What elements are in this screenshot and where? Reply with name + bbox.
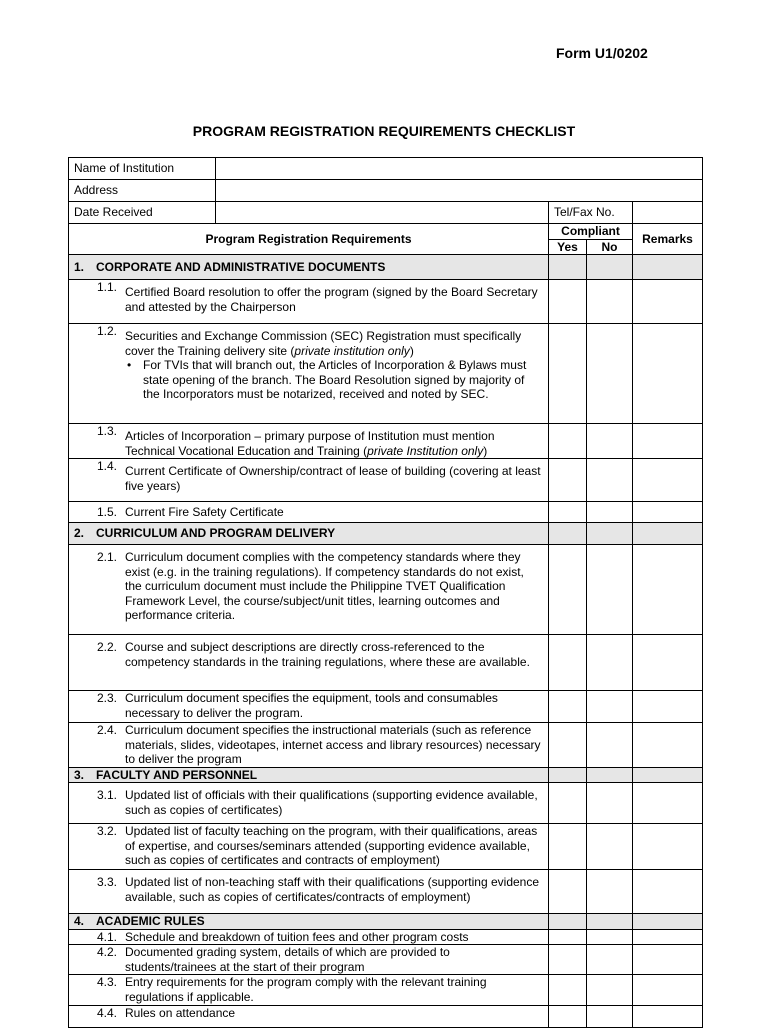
yes-cell[interactable] — [549, 783, 587, 824]
remarks-header: Remarks — [633, 224, 703, 255]
requirement-2-3 — [69, 691, 549, 723]
item-text: Course and subject descriptions are directly cross-referenced to the competency standards in the training regulations, where these are available. — [125, 640, 530, 669]
item-number: 2.2. — [97, 640, 118, 654]
form-number: Form U1/0202 — [556, 45, 648, 61]
checklist-table — [68, 157, 703, 1028]
requirement-4-1 — [69, 929, 549, 945]
requirement-4-3 — [69, 975, 549, 1006]
remarks-cell[interactable] — [633, 929, 703, 945]
section-number: 4. — [74, 914, 85, 928]
no-cell[interactable] — [587, 691, 633, 723]
remarks-cell[interactable] — [633, 723, 703, 768]
section-row — [69, 523, 703, 545]
remarks-cell[interactable] — [633, 691, 703, 723]
item-text: Updated list of officials with their qualifications (supporting evidence available, such as copies of certificates) — [125, 788, 538, 817]
remarks-cell[interactable] — [633, 255, 703, 280]
requirements-header: Program Registration Requirements — [69, 224, 549, 255]
remarks-cell[interactable] — [633, 975, 703, 1006]
item-text: Documented grading system, details of which are provided to students/trainees at the start of their program — [125, 945, 450, 974]
item-number: 1.2. — [97, 324, 118, 338]
item-text: Rules on attendance — [125, 1006, 236, 1020]
no-cell[interactable] — [587, 424, 633, 459]
requirement-3-3 — [69, 870, 549, 914]
item-text: Current Certificate of Ownership/contract of lease of building (covering at least five years) — [125, 464, 541, 493]
item-text: Articles of Incorporation – primary purpose of Institution must mention Technical Vocational Education and Training ( — [125, 429, 495, 458]
section-title-text: FACULTY AND PERSONNEL — [96, 767, 258, 782]
table-row — [69, 870, 703, 914]
yes-cell[interactable] — [549, 424, 587, 459]
section-title-text: ACADEMIC RULES — [96, 914, 205, 928]
table-row — [69, 635, 703, 691]
section-2-title — [69, 523, 549, 545]
no-cell[interactable] — [587, 824, 633, 870]
section-1-title — [69, 255, 549, 280]
requirement-3-1 — [69, 783, 549, 824]
no-cell[interactable] — [587, 767, 633, 783]
yes-cell[interactable] — [549, 523, 587, 545]
remarks-cell[interactable] — [633, 424, 703, 459]
tel-fax-label: Tel/Fax No. — [549, 202, 633, 224]
remarks-cell[interactable] — [633, 870, 703, 914]
item-number: 1.5. — [97, 505, 118, 519]
compliant-header: Compliant — [549, 224, 633, 240]
no-cell[interactable] — [587, 723, 633, 768]
item-text: Schedule and breakdown of tuition fees and other program costs — [125, 929, 469, 944]
name-label: Name of Institution — [69, 158, 216, 180]
remarks-cell[interactable] — [633, 324, 703, 424]
item-number: 2.4. — [97, 723, 118, 737]
requirement-2-4 — [69, 723, 549, 768]
table-row — [69, 545, 703, 635]
table-row — [69, 459, 703, 502]
item-text: Curriculum document specifies the equipment, tools and consumables necessary to deliver the program. — [125, 691, 498, 720]
table-row — [69, 824, 703, 870]
remarks-cell[interactable] — [633, 767, 703, 783]
no-cell[interactable] — [587, 929, 633, 945]
address-field[interactable] — [216, 180, 703, 202]
remarks-cell[interactable] — [633, 502, 703, 523]
item-text-italic: private Institution only — [367, 443, 484, 458]
remarks-cell[interactable] — [633, 945, 703, 975]
no-cell[interactable] — [587, 324, 633, 424]
yes-cell[interactable] — [549, 324, 587, 424]
bullet-icon: • — [127, 358, 132, 372]
yes-cell[interactable] — [549, 1006, 587, 1028]
address-label: Address — [69, 180, 216, 202]
item-text: Current Fire Safety Certificate — [125, 504, 284, 519]
item-text-end: ) — [409, 343, 414, 358]
no-cell[interactable] — [587, 914, 633, 930]
yes-cell[interactable] — [549, 635, 587, 691]
bullet-text: For TVIs that will branch out, the Articles of Incorporation & Bylaws must state opening of the branch. The Board Resolution signed by majority of the Incorporators must be notarized, received and noted by SEC. — [143, 358, 527, 401]
remarks-cell[interactable] — [633, 635, 703, 691]
remarks-cell[interactable] — [633, 545, 703, 635]
requirement-1-1 — [69, 280, 549, 324]
no-cell[interactable] — [587, 975, 633, 1006]
section-row — [69, 767, 703, 783]
requirement-2-2 — [69, 635, 549, 691]
name-of-institution-field[interactable] — [216, 158, 703, 180]
section-4-title — [69, 914, 549, 930]
item-text-end: ) — [483, 443, 488, 458]
no-cell[interactable] — [587, 945, 633, 975]
requirement-4-4 — [69, 1006, 549, 1028]
no-cell[interactable] — [587, 635, 633, 691]
item-text: Certified Board resolution to offer the program (signed by the Board Secretary and attested by the Chairperson — [125, 285, 538, 314]
section-3-title — [69, 767, 549, 783]
table-row — [69, 929, 703, 945]
remarks-cell[interactable] — [633, 280, 703, 324]
no-cell[interactable] — [587, 280, 633, 324]
yes-cell[interactable] — [549, 502, 587, 523]
item-number: 2.3. — [97, 691, 118, 705]
requirement-2-1 — [69, 545, 549, 635]
item-text: Curriculum document specifies the instructional materials (such as reference materials, slides, videotapes, internet access and library resources) necessary to deliver the program — [125, 723, 541, 766]
requirement-3-2 — [69, 824, 549, 870]
remarks-cell[interactable] — [633, 459, 703, 502]
section-number: 2. — [74, 526, 85, 541]
item-text: Entry requirements for the program comply with the relevant training regulations if applicable. — [125, 975, 487, 1004]
item-number: 4.1. — [97, 929, 118, 944]
section-number: 3. — [74, 767, 85, 782]
section-title-text: CORPORATE AND ADMINISTRATIVE DOCUMENTS — [96, 259, 386, 274]
yes-cell[interactable] — [549, 767, 587, 783]
item-number: 4.3. — [97, 975, 118, 989]
requirement-1-3 — [69, 424, 549, 459]
page-title: PROGRAM REGISTRATION REQUIREMENTS CHECKLIST — [192, 123, 576, 139]
yes-cell[interactable] — [549, 255, 587, 280]
no-cell[interactable] — [587, 523, 633, 545]
remarks-cell[interactable] — [633, 914, 703, 930]
table-row — [69, 723, 703, 768]
yes-cell[interactable] — [549, 914, 587, 930]
item-number: 4.2. — [97, 945, 118, 959]
section-row — [69, 914, 703, 930]
requirement-1-5 — [69, 502, 549, 523]
yes-cell[interactable] — [549, 280, 587, 324]
no-cell[interactable] — [587, 255, 633, 280]
yes-cell[interactable] — [549, 929, 587, 945]
table-row — [69, 324, 703, 424]
yes-cell[interactable] — [549, 545, 587, 635]
no-cell[interactable] — [587, 502, 633, 523]
table-row — [69, 1006, 703, 1028]
item-text-italic: private institution only — [294, 343, 410, 358]
no-cell[interactable] — [587, 870, 633, 914]
yes-cell[interactable] — [549, 945, 587, 975]
no-cell[interactable] — [587, 545, 633, 635]
item-number: 2.1. — [97, 550, 118, 564]
table-row — [69, 502, 703, 523]
requirement-1-2 — [69, 324, 549, 424]
yes-cell[interactable] — [549, 975, 587, 1006]
requirement-4-2 — [69, 945, 549, 975]
item-text: Updated list of faculty teaching on the program, with their qualifications, areas of expertise, and courses/seminars attended (supporting evidence available, such as copies of certificates and contracts of employment) — [125, 824, 538, 867]
item-text: Updated list of non-teaching staff with their qualifications (supporting evidence available, such as copies of certificates/contracts of employment) — [125, 875, 540, 904]
yes-cell[interactable] — [549, 723, 587, 768]
table-row — [69, 424, 703, 459]
no-cell[interactable] — [587, 1006, 633, 1028]
table-row — [69, 945, 703, 975]
no-header: No — [587, 239, 633, 255]
item-number: 3.3. — [97, 875, 118, 889]
requirement-1-4 — [69, 459, 549, 502]
section-title-text: CURRICULUM AND PROGRAM DELIVERY — [96, 526, 336, 541]
item-number: 1.4. — [97, 459, 118, 473]
item-number: 4.4. — [97, 1006, 118, 1020]
item-number: 1.3. — [97, 424, 118, 438]
item-text: Securities and Exchange Commission (SEC) Registration must specifically cover the Training delivery site ( — [125, 329, 522, 358]
bullet-item — [125, 358, 543, 402]
no-cell[interactable] — [587, 783, 633, 824]
no-cell[interactable] — [587, 459, 633, 502]
section-row — [69, 255, 703, 280]
table-row — [69, 783, 703, 824]
table-row — [69, 691, 703, 723]
yes-cell[interactable] — [549, 691, 587, 723]
date-received-field[interactable] — [216, 202, 549, 224]
remarks-cell[interactable] — [633, 783, 703, 824]
yes-cell[interactable] — [549, 824, 587, 870]
yes-cell[interactable] — [549, 459, 587, 502]
item-number: 3.1. — [97, 788, 118, 802]
date-received-label: Date Received — [69, 202, 216, 224]
yes-cell[interactable] — [549, 870, 587, 914]
item-number: 1.1. — [97, 280, 118, 294]
tel-fax-field[interactable] — [633, 202, 703, 224]
item-text: Curriculum document complies with the competency standards where they exist (e.g. in the training regulations). If competency standards do not exist, the curriculum document must include the Philippine TVET Qualification Framework Level, the course/subject/unit titles, learning outcomes and performance criteria. — [125, 550, 524, 622]
section-number: 1. — [74, 259, 85, 274]
remarks-cell[interactable] — [633, 824, 703, 870]
yes-header: Yes — [549, 239, 587, 255]
remarks-cell[interactable] — [633, 523, 703, 545]
item-number: 3.2. — [97, 824, 118, 838]
table-row — [69, 975, 703, 1006]
remarks-cell[interactable] — [633, 1006, 703, 1028]
table-row — [69, 280, 703, 324]
